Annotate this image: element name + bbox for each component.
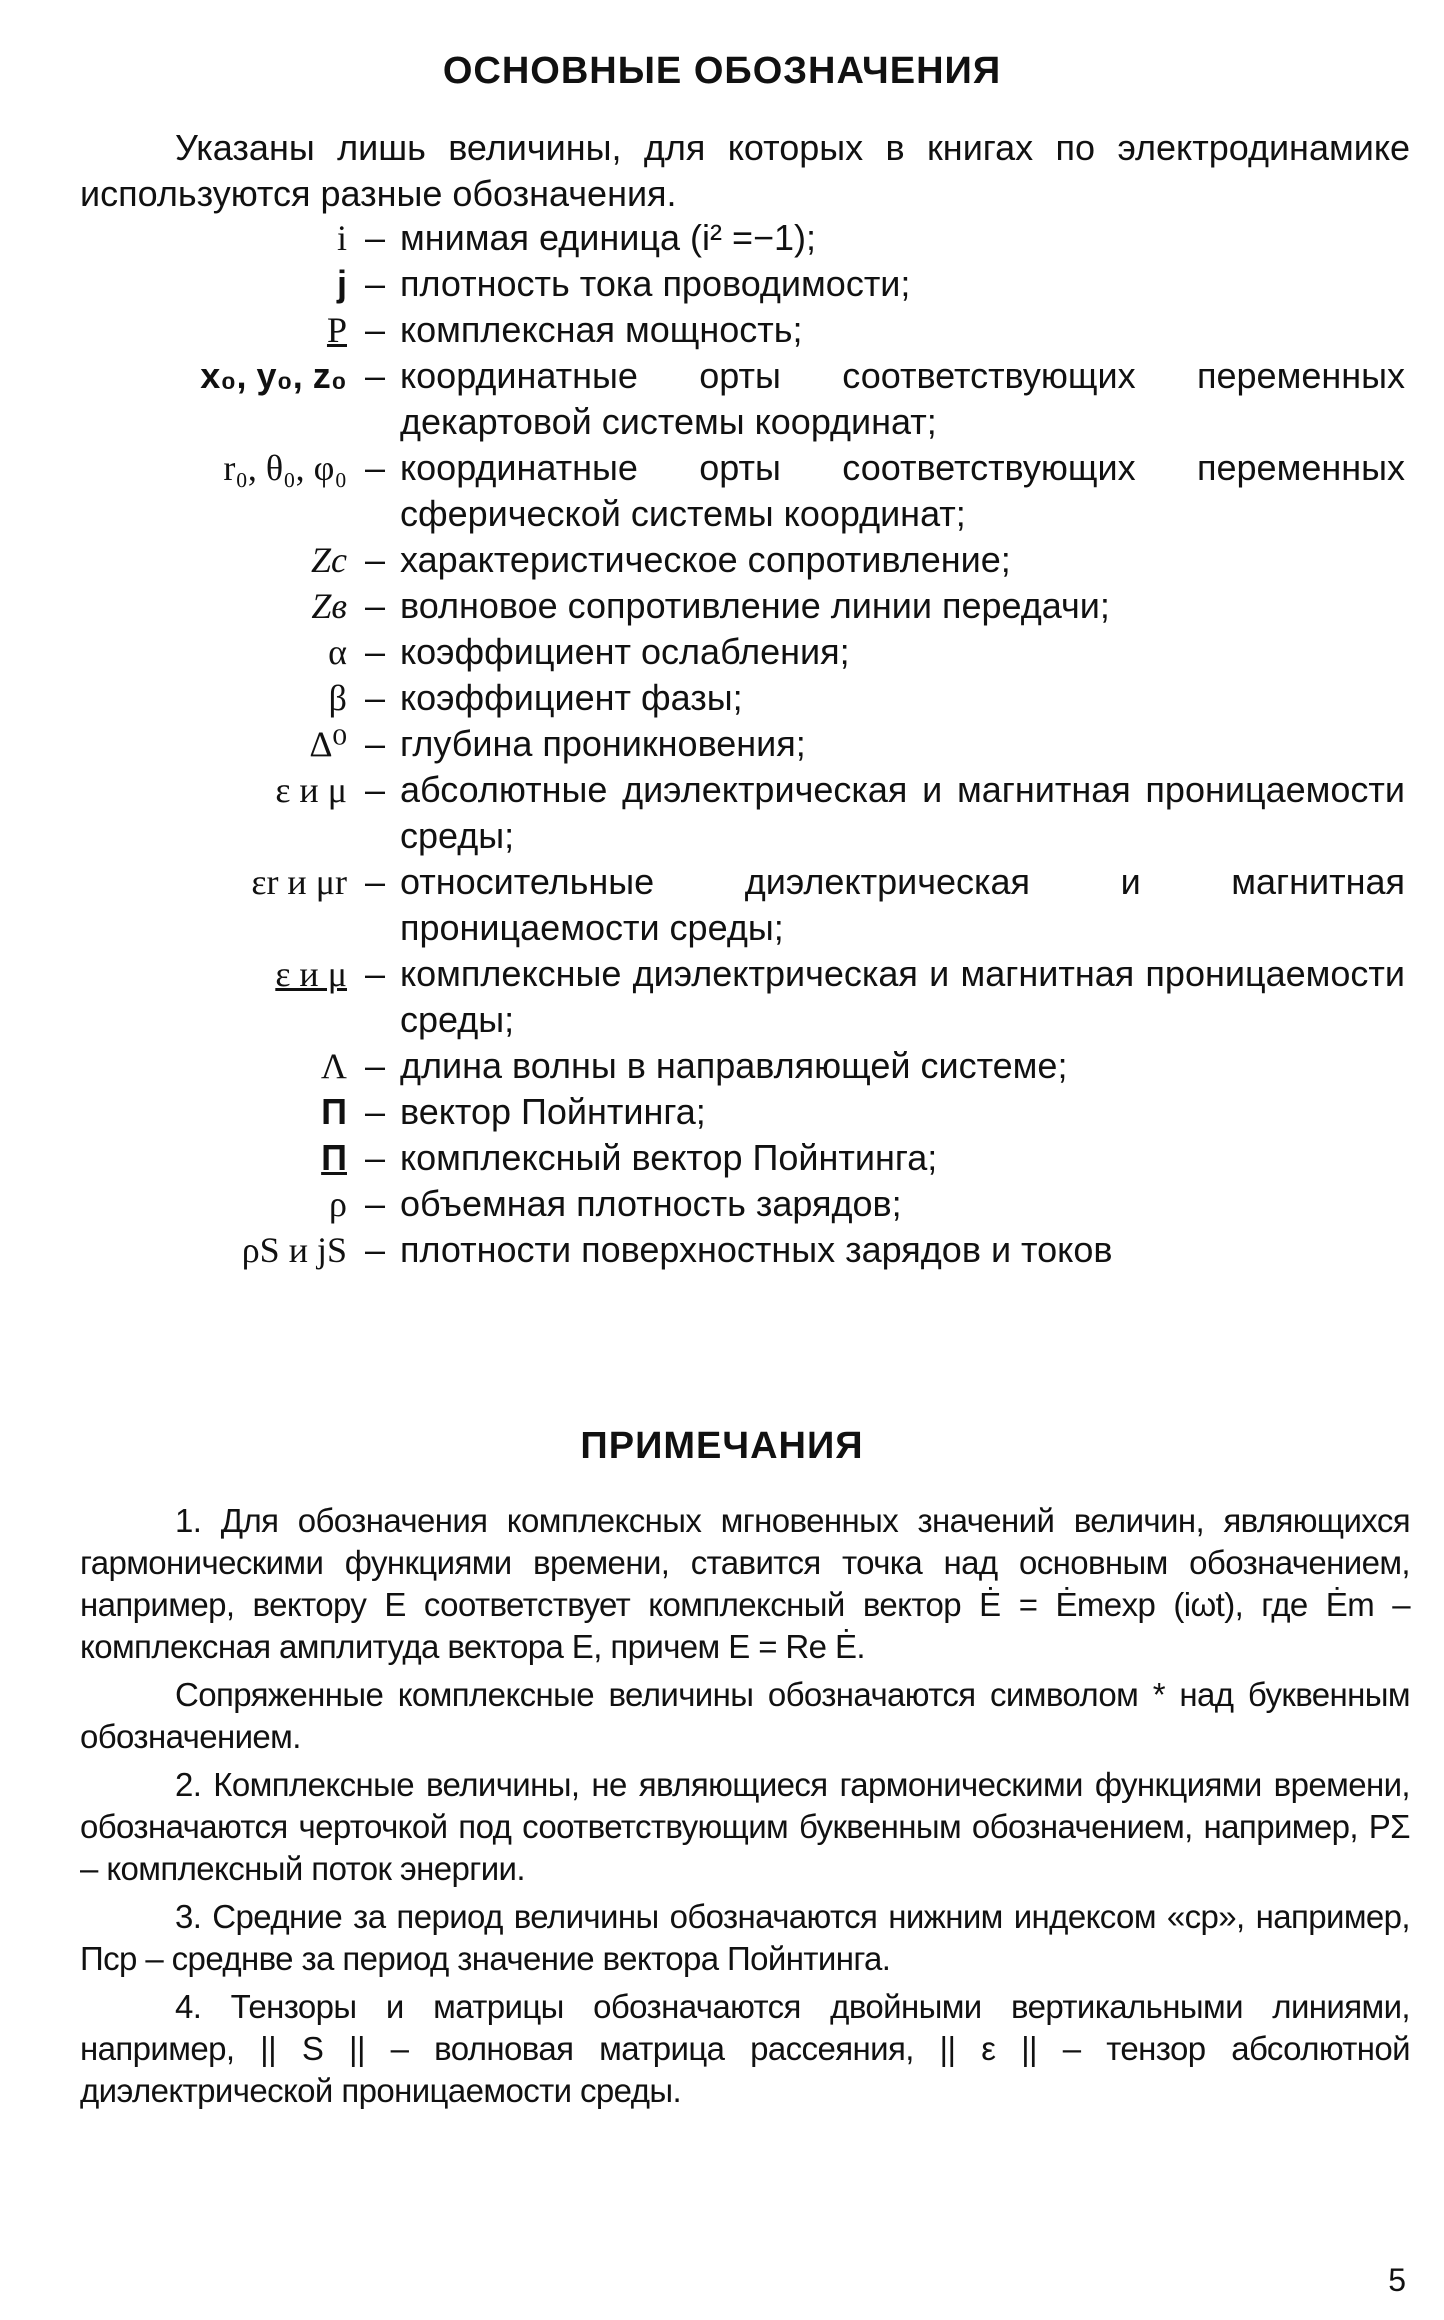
- definition-text: комплексные диэлектрическая и магнитная проницаемости среды;: [400, 953, 1405, 1040]
- definition-item: [0, 1043, 1444, 1089]
- definition-symbol: Λ: [320, 1046, 347, 1086]
- definition-item: [0, 629, 1444, 675]
- definition-dash: –: [365, 1229, 386, 1270]
- definition-text: характеристическое сопротивление;: [400, 539, 1011, 580]
- definition-dash: –: [365, 631, 386, 672]
- notes-section: [80, 1500, 1410, 2118]
- definition-symbol: Zв: [311, 586, 347, 626]
- definition-dash: –: [365, 539, 386, 580]
- definition-symbol: П: [321, 1137, 347, 1178]
- definition-text: относительные диэлектрическая и магнитная проницаемости среды;: [400, 861, 1405, 948]
- definitions-list: [0, 215, 1444, 1273]
- definition-dash: –: [365, 355, 386, 396]
- note-paragraph: 3. Средние за период величины обозначаются нижним индексом «ср», например, Пср – среднве за период значение вектора Пойнтинга.: [80, 1898, 1410, 1977]
- definition-dash: –: [365, 1183, 386, 1224]
- definition-item: [0, 1181, 1444, 1227]
- page-title: ОСНОВНЫЕ ОБОЗНАЧЕНИЯ: [442, 50, 1002, 92]
- definition-dash: –: [365, 861, 386, 902]
- definition-text: волновое сопротивление линии передачи;: [400, 585, 1110, 626]
- definition-text: коэффициент фазы;: [400, 677, 743, 718]
- definition-symbol: ρ: [329, 1184, 347, 1224]
- definition-symbol: ε и μ: [275, 770, 347, 810]
- definition-item: [0, 307, 1444, 353]
- definition-symbol: ε и μ: [275, 954, 347, 994]
- note-paragraph: Сопряженные комплексные величины обозначаются символом * над буквенным обозначением.: [80, 1676, 1410, 1755]
- definition-symbol: j: [336, 263, 347, 304]
- intro-text: Указаны лишь величины, для которых в книгах по электродинамике используются разные обозначения.: [80, 127, 1410, 214]
- definition-item: [0, 261, 1444, 307]
- definition-symbol: ρS и jS: [241, 1230, 347, 1270]
- definition-item: [0, 1135, 1444, 1181]
- note-paragraph: 2. Комплексные величины, не являющиеся гармоническими функциями времени, обозначаются черточкой под соответствующим буквенным обозначением, например, PΣ – комплексный поток энергии.: [80, 1766, 1410, 1887]
- definition-text: координатные орты соответствующих переменных сферической системы координат;: [400, 447, 1405, 534]
- definition-symbol: r₀, θ₀, φ₀: [223, 448, 347, 488]
- definition-dash: –: [365, 1091, 386, 1132]
- definition-dash: –: [365, 677, 386, 718]
- definition-dash: –: [365, 769, 386, 810]
- definition-item: [0, 675, 1444, 721]
- definition-item: [0, 1089, 1444, 1135]
- definition-symbol: x₀, y₀, z₀: [200, 355, 347, 396]
- note-paragraph: 1. Для обозначения комплексных мгновенных значений величин, являющихся гармоническими функциями времени, ставится точка над основным обозначением, например, вектору E соответствует комплексный вектор Ė = Ėmexp (iωt), где Ėm – комплексная амплитуда вектора E, причем E = Re Ė.: [80, 1502, 1410, 1665]
- definition-item: [0, 951, 1444, 1043]
- definition-item: [0, 353, 1444, 445]
- definition-text: вектор Пойнтинга;: [400, 1091, 706, 1132]
- definition-symbol: εr и μr: [251, 862, 347, 902]
- note-paragraph: 4. Тензоры и матрицы обозначаются двойными вертикальными линиями, например, || S || – волновая матрица рассеяния, || ε || – тензор абсолютной диэлектрической проницаемости среды.: [80, 1988, 1410, 2109]
- definition-text: длина волны в направляющей системе;: [400, 1045, 1068, 1086]
- definition-text: плотности поверхностных зарядов и токов: [400, 1229, 1113, 1270]
- definition-item: [0, 215, 1444, 261]
- definition-text: объемная плотность зарядов;: [400, 1183, 902, 1224]
- definition-dash: –: [365, 585, 386, 626]
- definition-dash: –: [365, 309, 386, 350]
- page-number: 5: [1388, 2262, 1406, 2298]
- definition-dash: –: [365, 447, 386, 488]
- definition-symbol: i: [336, 218, 347, 258]
- definition-item: [0, 1227, 1444, 1273]
- definition-text: координатные орты соответствующих переменных декартовой системы координат;: [400, 355, 1405, 442]
- definition-symbol: Zc: [311, 540, 347, 580]
- definition-dash: –: [365, 263, 386, 304]
- definition-text: плотность тока проводимости;: [400, 263, 911, 304]
- definition-item: [0, 859, 1444, 951]
- definition-item: [0, 445, 1444, 537]
- definition-symbol: Δ⁰: [309, 724, 347, 764]
- definition-text: глубина проникновения;: [400, 723, 806, 764]
- definition-text: мнимая единица (i² =−1);: [400, 217, 817, 258]
- definition-symbol: α: [328, 632, 347, 672]
- notes-title: ПРИМЕЧАНИЯ: [580, 1425, 864, 1467]
- definition-dash: –: [365, 723, 386, 764]
- intro-paragraph: [80, 125, 1410, 217]
- definition-dash: –: [365, 1137, 386, 1178]
- definition-text: коэффициент ослабления;: [400, 631, 850, 672]
- definition-text: комплексный вектор Пойнтинга;: [400, 1137, 938, 1178]
- definition-symbol: P: [326, 310, 347, 350]
- definition-item: [0, 583, 1444, 629]
- definition-item: [0, 537, 1444, 583]
- definition-dash: –: [365, 1045, 386, 1086]
- definition-item: [0, 767, 1444, 859]
- definition-item: [0, 721, 1444, 767]
- definition-symbol: β: [328, 678, 347, 718]
- definition-dash: –: [365, 953, 386, 994]
- definition-symbol: П: [321, 1091, 347, 1132]
- definition-text: абсолютные диэлектрическая и магнитная проницаемости среды;: [400, 769, 1405, 856]
- definition-text: комплексная мощность;: [400, 309, 803, 350]
- definition-dash: –: [365, 217, 386, 258]
